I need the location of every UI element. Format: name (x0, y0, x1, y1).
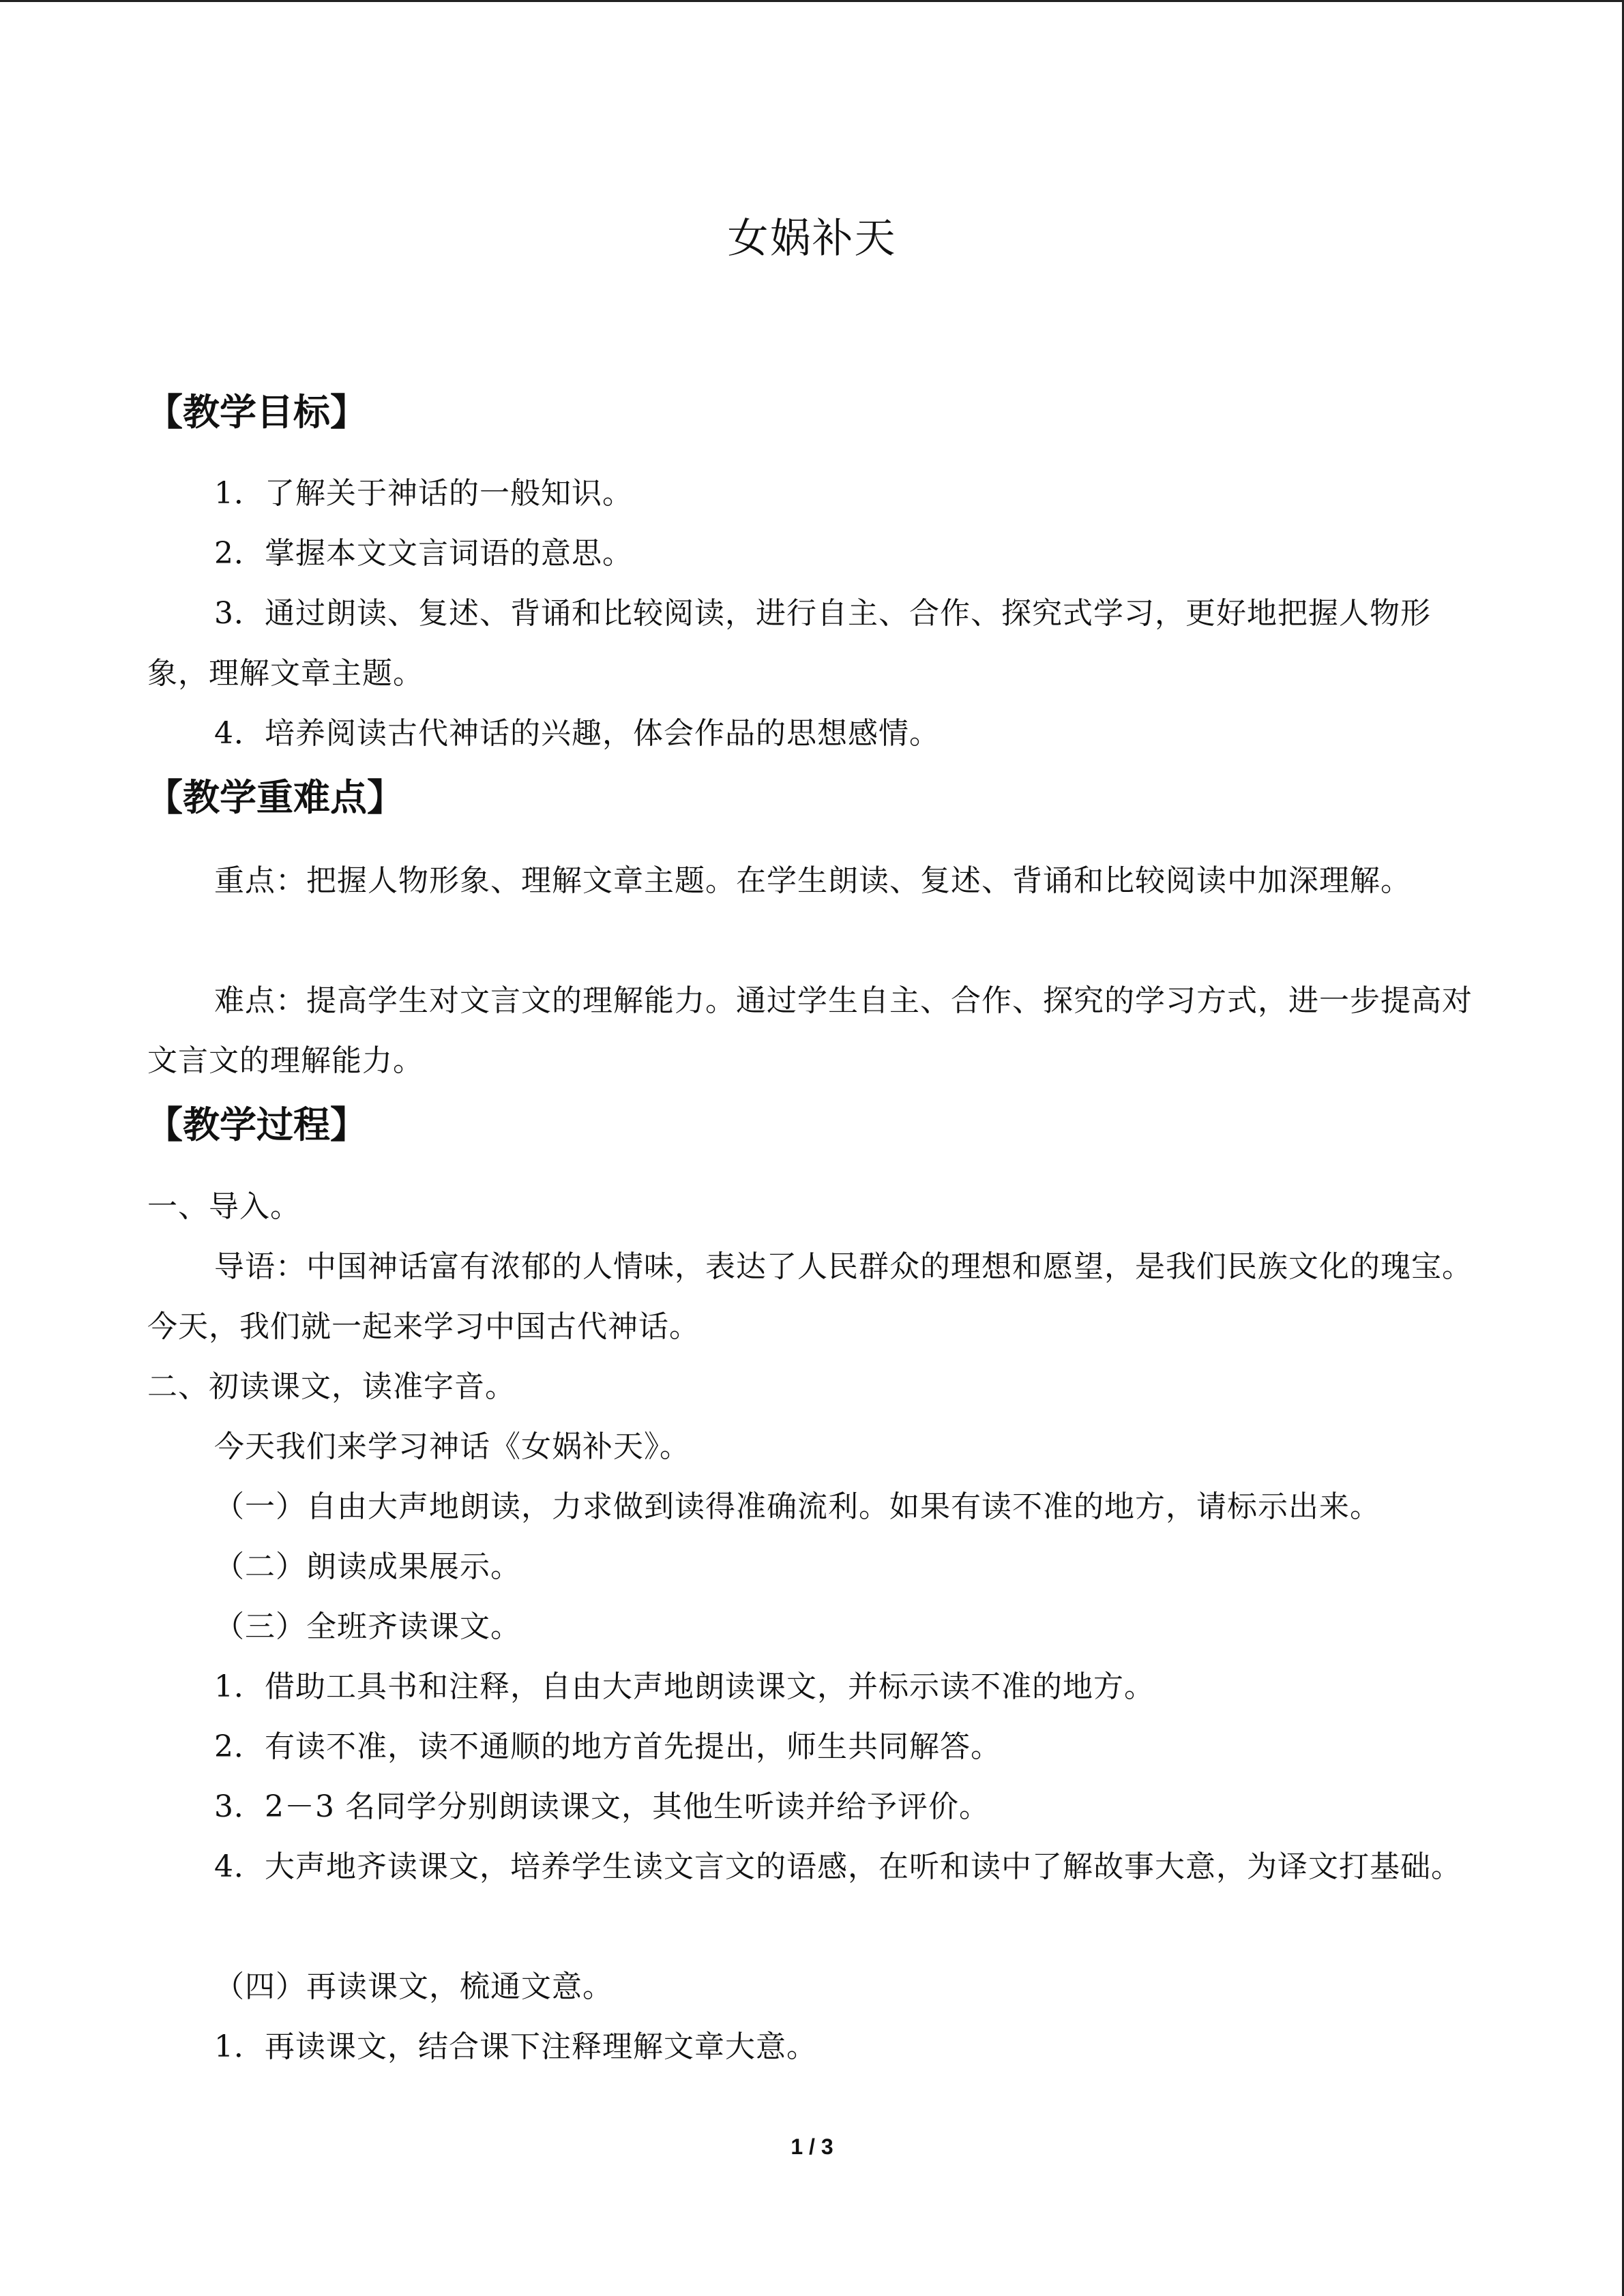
process-intro-text: 导语：中国神话富有浓郁的人情味，表达了人民群众的理想和愿望，是我们民族文化的瑰宝。今天，我们就一起来学习中国古代神话。 (147, 1249, 1473, 1344)
objective-item: 4．培养阅读古代神话的兴趣，体会作品的思想感情。 (214, 716, 940, 751)
numbered-item: 3．2－3 名同学分别朗读课文，其他生听读并给予评价。 (214, 1789, 990, 1824)
numbered-item: 2．有读不准，读不通顺的地方首先提出，师生共同解答。 (214, 1729, 1001, 1764)
document-title: 女娲补天 (727, 215, 897, 263)
process-reading-title: 二、初读课文，读准字音。 (147, 1369, 516, 1404)
heading-key-points: 【教学重难点】 (146, 776, 404, 819)
heading-objectives: 【教学目标】 (146, 391, 367, 434)
reading-step: （二）朗读成果展示。 (214, 1549, 521, 1584)
heading-process: 【教学过程】 (146, 1103, 367, 1146)
key-point-focus: 重点：把握人物形象、理解文章主题。在学生朗读、复述、背诵和比较阅读中加深理解。 (214, 863, 1411, 898)
objective-item: 1．了解关于神话的一般知识。 (214, 476, 633, 511)
objective-item: 3．通过朗读、复述、背诵和比较阅读，进行自主、合作、探究式学习，更好地把握人物形象，理解文章主题。 (147, 596, 1431, 691)
numbered-item: 1．借助工具书和注释，自由大声地朗读课文，并标示读不准的地方。 (214, 1669, 1155, 1704)
objective-item: 2．掌握本文文言词语的意思。 (214, 536, 633, 571)
key-point-difficulty: 难点：提高学生对文言文的理解能力。通过学生自主、合作、探究的学习方式，进一步提高对文言文的理解能力。 (147, 983, 1473, 1078)
reading-step: （三）全班齐读课文。 (214, 1609, 521, 1644)
process-intro-title: 一、导入。 (147, 1189, 301, 1224)
step-four-item: 1．再读课文，结合课下注释理解文章大意。 (214, 2029, 817, 2064)
process-reading-intro: 今天我们来学习神话《女娲补天》。 (214, 1429, 690, 1464)
process-step-four: （四）再读课文，梳通文意。 (214, 1969, 613, 2004)
numbered-item: 4．大声地齐读课文，培养学生读文言文的语感，在听和读中了解故事大意，为译文打基础。 (214, 1849, 1462, 1884)
reading-step: （一）自由大声地朗读，力求做到读得准确流利。如果有读不准的地方，请标示出来。 (214, 1489, 1381, 1524)
page-number: 1 / 3 (791, 2134, 833, 2159)
